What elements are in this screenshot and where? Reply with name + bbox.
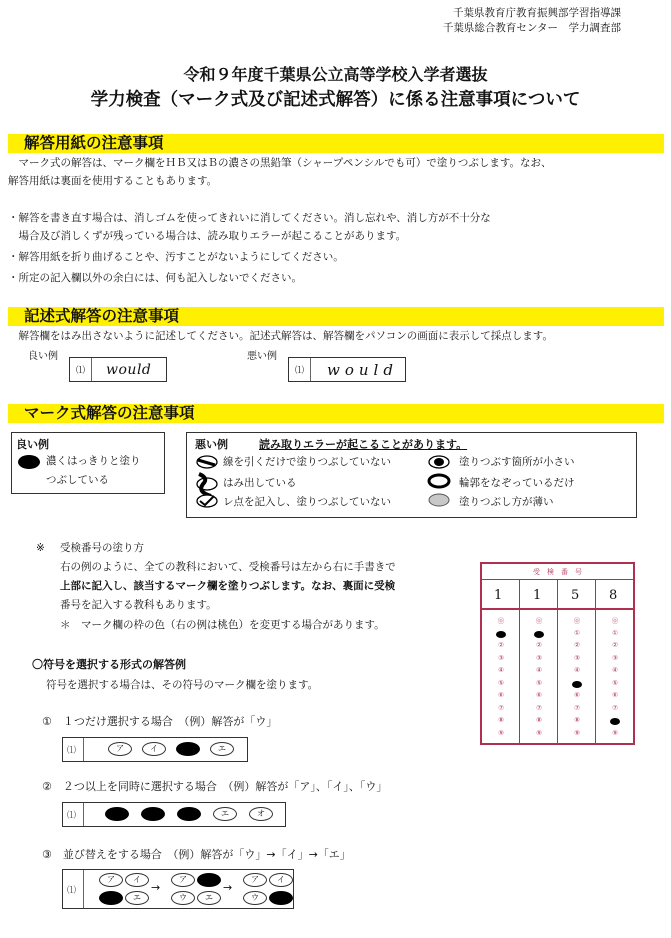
grid-bubble: ⓪ <box>535 617 543 625</box>
g3-bubble-a: ア <box>243 873 267 887</box>
sec1-bullet-1b: 場合及び消しくずが残っている場合は、読み取りエラーが起こることがあります。 <box>8 230 407 242</box>
sec1-paragraph-1b: 解答用紙は裏面を使用することもあります。 <box>8 175 218 187</box>
bad-written-example <box>288 357 406 382</box>
grid-bubble: ④ <box>536 666 542 674</box>
bad-item-6: 塗りつぶし方が薄い <box>459 496 554 508</box>
grid-bubble: ④ <box>498 666 504 674</box>
grid-bubble: ⑥ <box>536 691 542 699</box>
g3-bubble-e-filled <box>269 891 293 905</box>
digit-4: 8 <box>609 588 618 603</box>
grid-bubble: ② <box>574 641 580 649</box>
bad-item-1: 線を引くだけで塗りつぶしていない <box>223 456 391 468</box>
grid-header: 受 検 番 号 <box>482 564 633 580</box>
grid-bubble: ② <box>612 641 618 649</box>
note-mark: ※ <box>36 542 45 554</box>
sec2-paragraph: 解答欄をはみ出さないように記述してください。記述式解答は、解答欄をパソコンの画面に表示して採点します。 <box>8 330 553 342</box>
bubble-a-filled <box>105 807 129 821</box>
grid-bubble: ③ <box>612 653 618 662</box>
grid-bubble: ② <box>536 641 542 649</box>
section-heading-written: 記述式解答の注意事項 <box>8 307 664 326</box>
note-line-1: 右の例のように、全ての教科において、受検番号は左から右に手書きで <box>60 561 396 573</box>
title-line-2: 学力検査（マーク式及び記述式解答）に係る注意事項について <box>90 90 581 110</box>
good-written-example <box>69 357 167 382</box>
answer-number: ⑴ <box>67 746 77 756</box>
note-line-3: 番号を記入する教科もあります。 <box>60 599 217 611</box>
grid-bubble: ⑦ <box>574 703 580 712</box>
bad-answer-word: would <box>327 360 398 379</box>
digit-3: 5 <box>571 588 580 603</box>
example-3-answer <box>62 869 294 909</box>
good-example-label: 良い例 <box>28 351 58 362</box>
small-fill-bubble-icon <box>427 454 451 470</box>
bubble-i-filled <box>141 807 165 821</box>
bad-item-4: 塗りつぶす箇所が小さい <box>459 456 575 468</box>
bubble-e: エ <box>210 742 234 756</box>
g1-bubble-i: イ <box>125 873 149 887</box>
symbol-intro: 符号を選択する場合は、その符号のマーク欄を塗ります。 <box>46 679 319 691</box>
good-mark-text-2: つぶしている <box>46 474 109 486</box>
check-mark-bubble-icon <box>195 493 219 509</box>
note-title: 受検番号の塗り方 <box>60 542 144 554</box>
bad-mark-warning: 読み取りエラーが起こることがあります。 <box>259 438 468 451</box>
bubble-a: ア <box>108 742 132 756</box>
g1-bubble-e: エ <box>125 891 149 905</box>
symbol-heading: 〇符号を選択する形式の解答例 <box>32 658 186 671</box>
arrow-2: → <box>223 881 233 894</box>
grid-bubble: ⑧ <box>574 716 580 724</box>
grid-bubble: ⑨ <box>574 728 580 737</box>
grid-bubble: ④ <box>612 666 618 674</box>
bubble-u-filled <box>176 742 200 756</box>
org-line-1: 千葉県教育庁教育振興部学習指導課 <box>453 7 621 19</box>
outline-bubble-icon <box>427 473 451 489</box>
good-answer-word: would <box>106 361 152 378</box>
bad-mark-title: 悪い例 <box>195 438 228 451</box>
g3-bubble-i: イ <box>269 873 293 887</box>
good-mark-title: 良い例 <box>16 438 49 451</box>
good-mark-box <box>11 432 165 494</box>
bubble-o: オ <box>249 807 273 821</box>
g2-bubble-e: エ <box>197 891 221 905</box>
bad-item-2: はみ出している <box>223 477 297 489</box>
line-through-bubble-icon <box>195 454 219 470</box>
grid-bubble: ④ <box>574 666 580 674</box>
grid-bubble: ⑥ <box>498 691 504 699</box>
note-line-4: ＊ マーク欄の枠の色（右の例は桃色）を変更する場合があります。 <box>60 619 385 631</box>
example-1-label: ① １つだけ選択する場合 （例）解答が「ウ」 <box>42 715 278 728</box>
grid-bubble: ⑨ <box>612 728 618 737</box>
g3-bubble-u: ウ <box>243 891 267 905</box>
grid-bubble: ③ <box>498 653 504 662</box>
g2-bubble-i-filled <box>197 873 221 887</box>
grid-filled-bubble <box>572 681 582 688</box>
good-mark-text-1: 濃くはっきりと塗り <box>46 455 141 467</box>
grid-bubble: ⑤ <box>612 678 618 687</box>
answer-number: ⑴ <box>70 358 92 381</box>
section-heading-answer-sheet: 解答用紙の注意事項 <box>8 134 664 153</box>
grid-bubble: ⑦ <box>612 703 618 712</box>
example-3-label: ③ 並び替えをする場合 （例）解答が「ウ」→「イ」→「エ」 <box>42 848 351 861</box>
g2-bubble-u: ウ <box>171 891 195 905</box>
grid-filled-bubble <box>534 631 544 638</box>
filled-bubble-icon <box>18 455 40 469</box>
grid-bubble: ⑥ <box>574 691 580 699</box>
answer-number: ⑴ <box>289 358 311 381</box>
answer-number: ⑴ <box>67 811 77 821</box>
sec1-bullet-1a: ・解答を書き直す場合は、消しゴムを使ってきれいに消してください。消し忘れや、消し方が不十分な <box>8 212 491 224</box>
example-2-label: ② ２つ以上を同時に選択する場合 （例）解答が「ア」、「イ」、「ウ」 <box>42 780 388 793</box>
grid-filled-bubble <box>496 631 506 638</box>
title-line-1: 令和９年度千葉県公立高等学校入学者選抜 <box>183 65 488 84</box>
grid-bubble: ⑤ <box>498 678 504 687</box>
grid-bubble: ② <box>498 641 504 649</box>
example-1-answer <box>62 737 248 762</box>
grid-bubble: ⑤ <box>536 678 542 687</box>
sec1-bullet-3: ・所定の記入欄以外の余白には、何も記入しないでください。 <box>8 272 302 284</box>
digit-2: 1 <box>533 588 542 603</box>
bad-example-label: 悪い例 <box>247 351 277 362</box>
bubble-e: エ <box>213 807 237 821</box>
grid-bubble: ⓪ <box>497 617 505 625</box>
grid-bubble: ⑧ <box>498 716 504 724</box>
bad-mark-box <box>186 432 637 518</box>
sec1-paragraph-1a: マーク式の解答は、マーク欄をＨＢ又はＢの濃さの黒鉛筆（シャープペンシルでも可）で塗りつぶします。なお、 <box>8 157 552 169</box>
bad-item-5: 輪郭をなぞっているだけ <box>459 477 575 489</box>
exam-number-grid <box>480 562 635 745</box>
grid-bubble: ⑨ <box>498 728 504 737</box>
grid-bubble: ③ <box>574 653 580 662</box>
bubble-u-filled <box>177 807 201 821</box>
g2-bubble-a: ア <box>171 873 195 887</box>
grid-bubble: ⑧ <box>536 716 542 724</box>
grid-bubble: ⓪ <box>573 617 581 625</box>
grid-bubble: ③ <box>536 653 542 662</box>
g1-bubble-a: ア <box>99 873 123 887</box>
digit-1: 1 <box>494 588 503 603</box>
bad-item-3: レ点を記入し、塗りつぶしていない <box>223 496 391 508</box>
arrow-1: → <box>151 881 161 894</box>
g1-bubble-u-filled <box>99 891 123 905</box>
faint-bubble-icon <box>427 492 451 508</box>
grid-bubble: ⑨ <box>536 728 542 737</box>
org-line-2: 千葉県総合教育センター 学力調査部 <box>442 22 621 34</box>
grid-bubble: ⑦ <box>498 703 504 712</box>
example-2-answer <box>62 802 286 827</box>
grid-filled-bubble <box>610 718 620 725</box>
grid-bubble: ① <box>612 628 618 637</box>
note-line-2: 上部に記入し、該当するマーク欄を塗りつぶします。なお、裏面に受検 <box>60 580 396 592</box>
answer-number: ⑴ <box>67 886 77 896</box>
grid-bubble: ① <box>574 628 580 637</box>
grid-bubble: ⓪ <box>611 617 619 625</box>
bubble-i: イ <box>142 742 166 756</box>
sec1-bullet-2: ・解答用紙を折り曲げることや、汚すことがないようにしてください。 <box>8 251 344 263</box>
grid-bubble: ⑦ <box>536 703 542 712</box>
section-heading-mark: マーク式解答の注意事項 <box>8 404 664 423</box>
grid-bubble: ⑥ <box>612 691 618 699</box>
